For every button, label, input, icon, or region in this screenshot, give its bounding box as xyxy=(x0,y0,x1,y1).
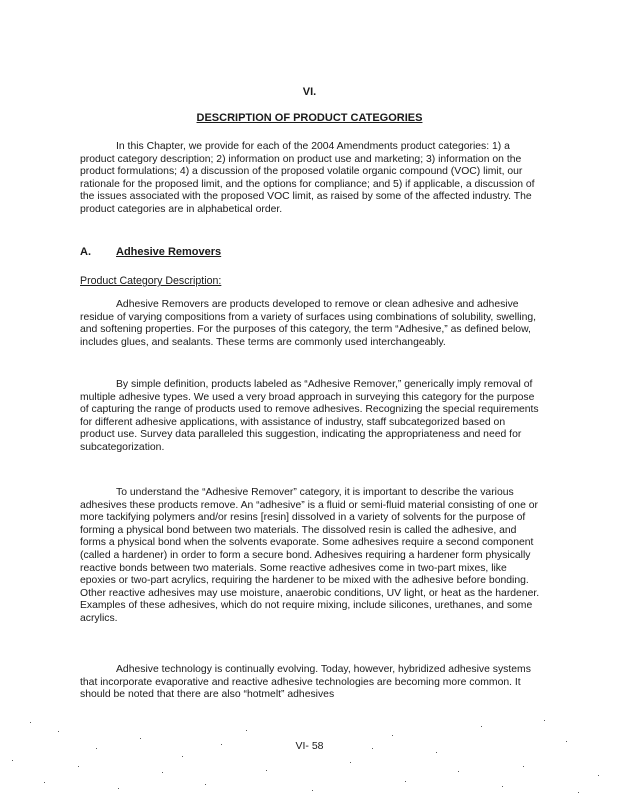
section-heading xyxy=(80,246,221,258)
subheading: Product Category Description: xyxy=(80,275,222,287)
chapter-number: VI. xyxy=(302,86,317,98)
section-letter: A. xyxy=(80,246,91,258)
body-paragraph-text: By simple definition, products labeled as “Adhesive Remover,” generically imply removal of multiple adhesive types. We used a very broad approach in surveying this category for the purpose of capturing the range of products used to remove adhesives. Recognizing the special requirements for different adhesive applications, with assistance of industry, staff subcategorized based on product use. Survey data paralleled this suggestion, indicating the appropriateness and need for subcategorization. xyxy=(80,379,539,453)
page-number: VI- 58 xyxy=(295,740,324,752)
body-paragraph-text: Adhesive Removers are products developed to remove or clean adhesive and adhesive residue of varying compositions from a variety of surfaces using combinations of solubility, swelling, and softening properties. For the purposes of this category, the term “Adhesive,” as defined below, includes glues, and sealants. These terms are commonly used interchangeably. xyxy=(80,299,537,348)
body-paragraph-text: Adhesive technology is continually evolving. Today, however, hybridized adhesive systems that incorporate evaporative and reactive adhesive technologies are becoming more common. It should be noted that there are also “hotmelt” adhesives xyxy=(80,664,531,701)
chapter-title: DESCRIPTION OF PRODUCT CATEGORIES xyxy=(196,112,423,124)
body-paragraph xyxy=(80,379,540,455)
body-paragraph xyxy=(80,664,540,702)
body-paragraph-text: To understand the “Adhesive Remover” category, it is important to describe the various adhesives these products remove. An “adhesive” is a fluid or semi-fluid material consisting of one or more tackifying polymers and/or resins [resin] dissolved in a variety of solvents for the purpose of forming a physical bond between two materials. The dissolved resin is called the adhesive, and forms a physical bond when the solvents evaporate. Some adhesives require a second component (called a hardener) in order to form a secure bond. Adhesives requiring a hardener form physically reactive bonds between two materials. Some reactive adhesives come in two-part mixes, like epoxies or two-part acrylics, requiring the hardener to be mixed with the adhesive before bonding. Other reactive adhesives may use moisture, anaerobic conditions, UV light, or heat as the hardener. Examples of these adhesives, which do not require mixing, include silicones, urethanes, and some acrylics. xyxy=(80,487,540,624)
intro-paragraph xyxy=(80,141,540,217)
intro-paragraph-text: In this Chapter, we provide for each of the 2004 Amendments product categories: 1) a product category description; 2) information on product use and marketing; 3) information on the product formulations; 4) a discussion of the proposed volatile organic compound (VOC) limit, our rationale for the proposed limit, and the options for compliance; and 5) if applicable, a discussion of the issues associated with the proposed VOC limit, as raised by some of the affected industry. The product categories are in alphabetical order. xyxy=(80,141,535,215)
body-paragraph xyxy=(80,487,540,626)
section-title: Adhesive Removers xyxy=(116,246,222,258)
body-paragraph xyxy=(80,299,540,349)
